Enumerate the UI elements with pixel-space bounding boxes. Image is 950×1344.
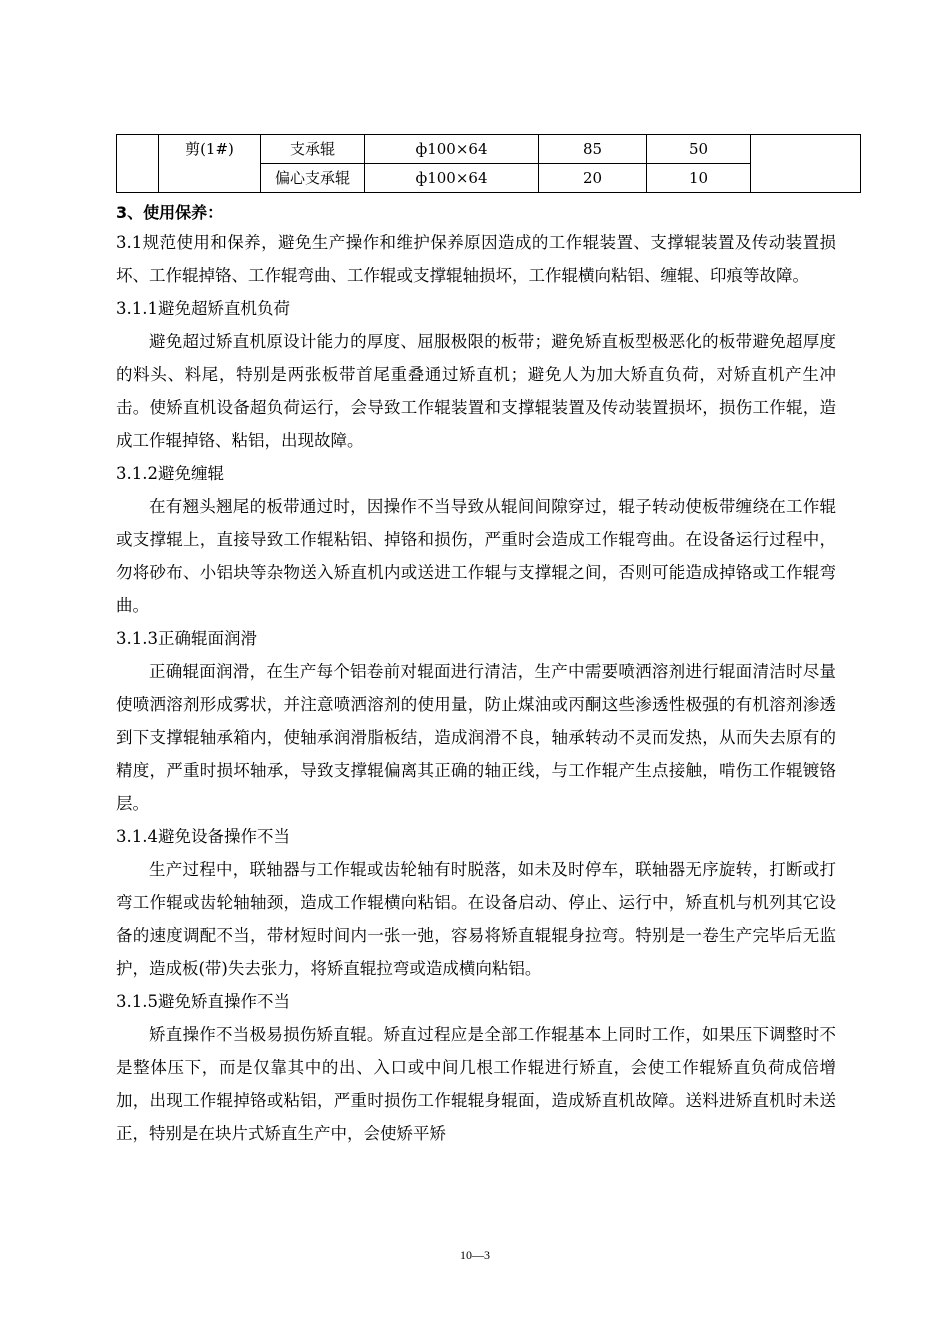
table-cell: ф100×64 (365, 164, 539, 193)
subsection-paragraph: 生产过程中，联轴器与工作辊或齿轮轴有时脱落，如未及时停车，联轴器无序旋转，打断或打弯工作辊或齿轮轴轴颈，造成工作辊横向粘铝。在设备启动、停止、运行中，矫直机与机列其它设备的速度调配不当，带材短时间内一张一弛，容易将矫直辊辊身拉弯。特别是一卷生产完毕后无监护，造成板(带)失去张力，将矫直辊拉弯或造成横向粘铝。 (116, 860, 836, 978)
table-cell: 偏心支承辊 (261, 164, 365, 193)
table-cell: 20 (539, 164, 647, 193)
table-cell: 剪(1#) (159, 135, 261, 193)
table-row (117, 135, 861, 164)
subsection-title: 3.1.3正确辊面润滑 (116, 629, 257, 648)
roller-spec-table (116, 134, 861, 193)
table-cell: 支承辊 (261, 135, 365, 164)
section-heading: 3、使用保养： (116, 203, 224, 222)
table-cell (751, 135, 861, 193)
intro-paragraph: 3.1规范使用和保养，避免生产操作和维护保养原因造成的工作辊装置、支撑辊装置及传动装置损坏、工作辊掉铬、工作辊弯曲、工作辊或支撑辊轴损坏，工作辊横向粘铝、缠辊、印痕等故障。 (116, 233, 836, 285)
table-cell: 50 (647, 135, 751, 164)
table-cell: 10 (647, 164, 751, 193)
table-cell (117, 135, 159, 193)
subsection-paragraph: 正确辊面润滑，在生产每个铝卷前对辊面进行清洁，生产中需要喷洒溶剂进行辊面清洁时尽量使喷洒溶剂形成雾状，并注意喷洒溶剂的使用量，防止煤油或丙酮这些渗透性极强的有机溶剂渗透到下支撑辊轴承箱内，使轴承润滑脂板结，造成润滑不良，轴承转动不灵而发热，从而失去原有的精度，严重时损坏轴承，导致支撑辊偏离其正确的轴正线，与工作辊产生点接触，啃伤工作辊镀铬层。 (116, 662, 836, 813)
subsection-title: 3.1.4避免设备操作不当 (116, 827, 290, 846)
page-number: 10—3 (460, 1248, 490, 1262)
subsection-title: 3.1.2避免缠辊 (116, 464, 224, 483)
subsection-paragraph: 矫直操作不当极易损伤矫直辊。矫直过程应是全部工作辊基本上同时工作，如果压下调整时不是整体压下，而是仅靠其中的出、入口或中间几根工作辊进行矫直，会使工作辊矫直负荷成倍增加，出现工作辊掉铬或粘铝，严重时损伤工作辊辊身辊面，造成矫直机故障。送料进矫直机时未送正，特别是在块片式矫直生产中，会使矫平矫 (116, 1025, 836, 1143)
subsection-title: 3.1.5避免矫直操作不当 (116, 992, 290, 1011)
table-cell: ф100×64 (365, 135, 539, 164)
subsection-paragraph: 在有翘头翘尾的板带通过时，因操作不当导致从辊间间隙穿过，辊子转动使板带缠绕在工作辊或支撑辊上，直接导致工作辊粘铝、掉铬和损伤，严重时会造成工作辊弯曲。在设备运行过程中，勿将砂布、小铝块等杂物送入矫直机内或送进工作辊与支撑辊之间，否则可能造成掉铬或工作辊弯曲。 (116, 497, 836, 615)
body-text (116, 226, 836, 1150)
subsection-paragraph: 避免超过矫直机原设计能力的厚度、屈服极限的板带；避免矫直板型极恶化的板带避免超厚度的料头、料尾，特别是两张板带首尾重叠通过矫直机；避免人为加大矫直负荷，对矫直机产生冲击。使矫直机设备超负荷运行，会导致工作辊装置和支撑辊装置及传动装置损坏，损伤工作辊，造成工作辊掉铬、粘铝，出现故障。 (116, 332, 836, 450)
subsection-title: 3.1.1避免超矫直机负荷 (116, 299, 290, 318)
table-cell: 85 (539, 135, 647, 164)
